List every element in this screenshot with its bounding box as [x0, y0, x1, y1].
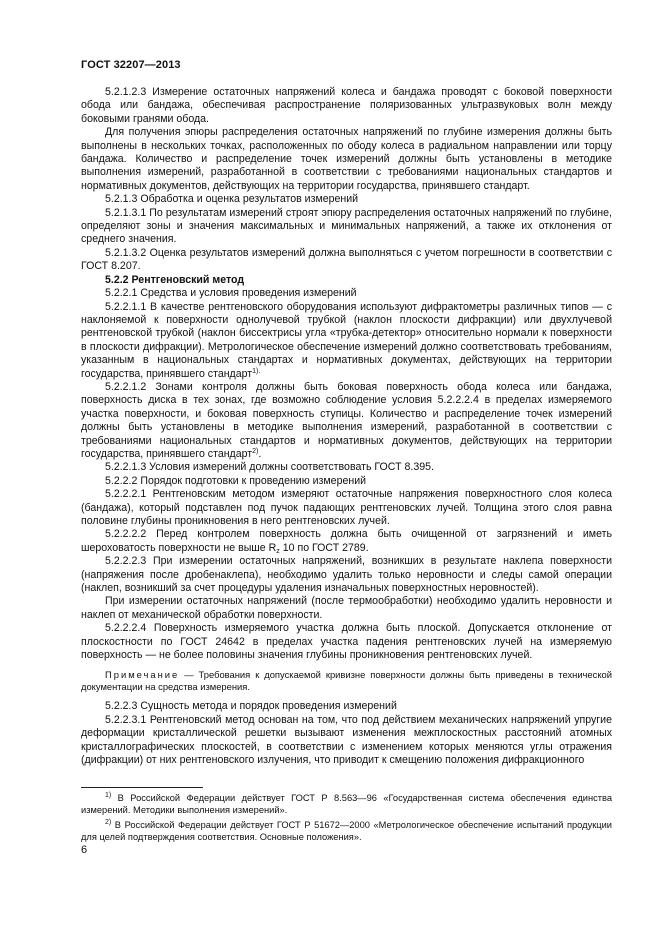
footnote-text: В Российской Федерации действует ГОСТ Р 8.563—96 «Государственная система обеспечения единства измерений. Методики выполнения измерений». — [81, 793, 612, 815]
paragraph: 5.2.2.2.3 При измерении остаточных напряжений, возникших в результате наклепа поверхности (напряжения после дробенаклепа), необходимо удалить только неровности и следы самой операции (наклеп, возникший за счет процедуры удаления изначальных поверхностных неровностей). — [81, 555, 612, 595]
section-heading-bold: 5.2.2 Рентгеновский метод — [105, 273, 245, 286]
footnote-mark: 2) — [105, 819, 112, 826]
paragraph: 5.2.2.2.1 Рентгеновским методом измеряют остаточные напряжения поверхностного слоя колеса (бандажа), который подставлен под пучок падающих рентгеновских лучей. Толщина этого слоя равна половине глубины проникновения в него рентгеновских лучей. — [81, 488, 612, 527]
footnote-mark: 1) — [105, 792, 112, 799]
paragraph: Для получения эпюры распределения остаточных напряжений по глубине измерения должны быть выполнены в нескольких точках, расположенных по ободу колеса в радиальном направлении или торцу бандажа. Количество и распределение точек измерений должны быть установлены в методике выполнения измерений, разработанной в соответствии с требованиями национальных стандартов и нормативных документов, действующих на территории государства, принявшего стандарт. — [81, 126, 612, 192]
paragraph: При измерении остаточных напряжений (после термообработки) необходимо удалить неровности и наклеп от механической обработки поверхности. — [81, 595, 612, 621]
paragraph — [81, 301, 612, 381]
paragraph-text: 5.2.2.2.2 Перед контролем поверхность должна быть очищенной от загрязнений и иметь шероховатость поверхности не выше R — [81, 528, 612, 554]
footnote-ref-1: 1). — [252, 367, 261, 375]
section-heading: 5.2.2.1 Средства и условия проведения измерений — [105, 287, 357, 300]
subscript: z — [276, 547, 280, 555]
page-number: 6 — [81, 844, 88, 856]
paragraph-end: . — [258, 447, 262, 460]
paragraph — [81, 528, 612, 555]
note-text: — Требования к допускаемой кривизне поверхности должны быть приведены в технической документации на средства измерения. — [81, 669, 612, 693]
section-heading: 5.2.1.3 Обработка и оценка результатов измерений — [105, 193, 359, 206]
paragraph-text: 5.2.2.1.2 Зонами контроля должны быть боковая поверхность обода колеса или бандажа, поверхность диска в тех зонах, где возможно соблюдение условия 5.2.2.2.4 в пределах измеряемого участка поверхности, и боковая поверхность ступицы. Количество и распределение точек измерений должны быть установлены в методике выполнения измерений, разработанной в соответствии с требованиями национальных стандартов и нормативных документов, действующих на территории государства, принявшего стандарт — [81, 380, 612, 460]
paragraph — [81, 381, 612, 461]
paragraph: 5.2.1.3.2 Оценка результатов измерений должна выполняться с учетом погрешности в соответствии с ГОСТ 8.207. — [81, 246, 612, 273]
paragraph: 5.2.1.2.3 Измерение остаточных напряжений колеса и бандажа проводят с боковой поверхности обода или бандажа, обеспечивая распространение поляризованных ультразвуковых волн между боковыми гранями обода. — [81, 86, 612, 125]
paragraph: 5.2.2.2.4 Поверхность измеряемого участка должна быть плоской. Допускается отклонение от плоскостности по ГОСТ 24642 в пределах участка падения рентгеновских лучей на измеряемую поверхность — не более половины значения глубины проникновения рентгеновских лучей. — [81, 622, 612, 662]
footnote — [81, 819, 612, 843]
paragraph: 5.2.1.3.1 По результатам измерений строят эпюру распределения остаточных напряжений по глубине, определяют зоны и значения максимальных и минимальных напряжений, а также их отклонения от среднего значения. — [81, 206, 612, 246]
footnote-divider — [81, 787, 203, 788]
section-heading: 5.2.2.3 Сущность метода и порядок проведения измерений — [105, 700, 397, 713]
section-heading: 5.2.2.2 Порядок подготовки к проведению измерений — [105, 474, 367, 487]
document-header: ГОСТ 32207—2013 — [81, 59, 181, 71]
footnote-ref-2: 2) — [252, 447, 259, 455]
paragraph-text: 5.2.2.1.1 В качестве рентгеновского оборудования используют дифрактометры различных типов — с наклоняемой к поверхности однолучевой трубкой (наклон плоскости дифракции) или двухлучевой рентгеновской трубкой (наклон биссектрисы угла «трубка-детектор» относительно нормали к поверхности в плоскости дифракции). Метрологическое обеспечение измерений должно соответствовать требованиям, указанным в национальных стандартах и нормативных документах, действующих на территории государства, принявшего стандарт — [81, 300, 612, 380]
note — [81, 669, 612, 693]
paragraph: 5.2.2.3.1 Рентгеновский метод основан на том, что под действием механических напряжений упругие деформации кристаллической решетки вызывают изменения межплоскостных расстояний атомных кристаллографических плоскостей, в соответствии с изменением которых меняются углы отражения (дифракции) от них рентгеновского излучения, что приводит к смещению положения дифракционного — [81, 713, 612, 767]
paragraph-text-cont: 10 по ГОСТ 2789. — [279, 541, 369, 554]
note-label: Примечание — [105, 669, 180, 681]
footnotes — [81, 792, 612, 846]
paragraph: 5.2.2.1.3 Условия измерений должны соответствовать ГОСТ 8.395. — [105, 461, 434, 474]
footnote-text: В Российской Федерации действует ГОСТ Р 51672—2000 «Метрологическое обеспечение испытаний продукции для целей подтверждения соответствия. Основные положения». — [81, 820, 612, 842]
document-body — [81, 86, 612, 768]
footnote — [81, 792, 612, 816]
